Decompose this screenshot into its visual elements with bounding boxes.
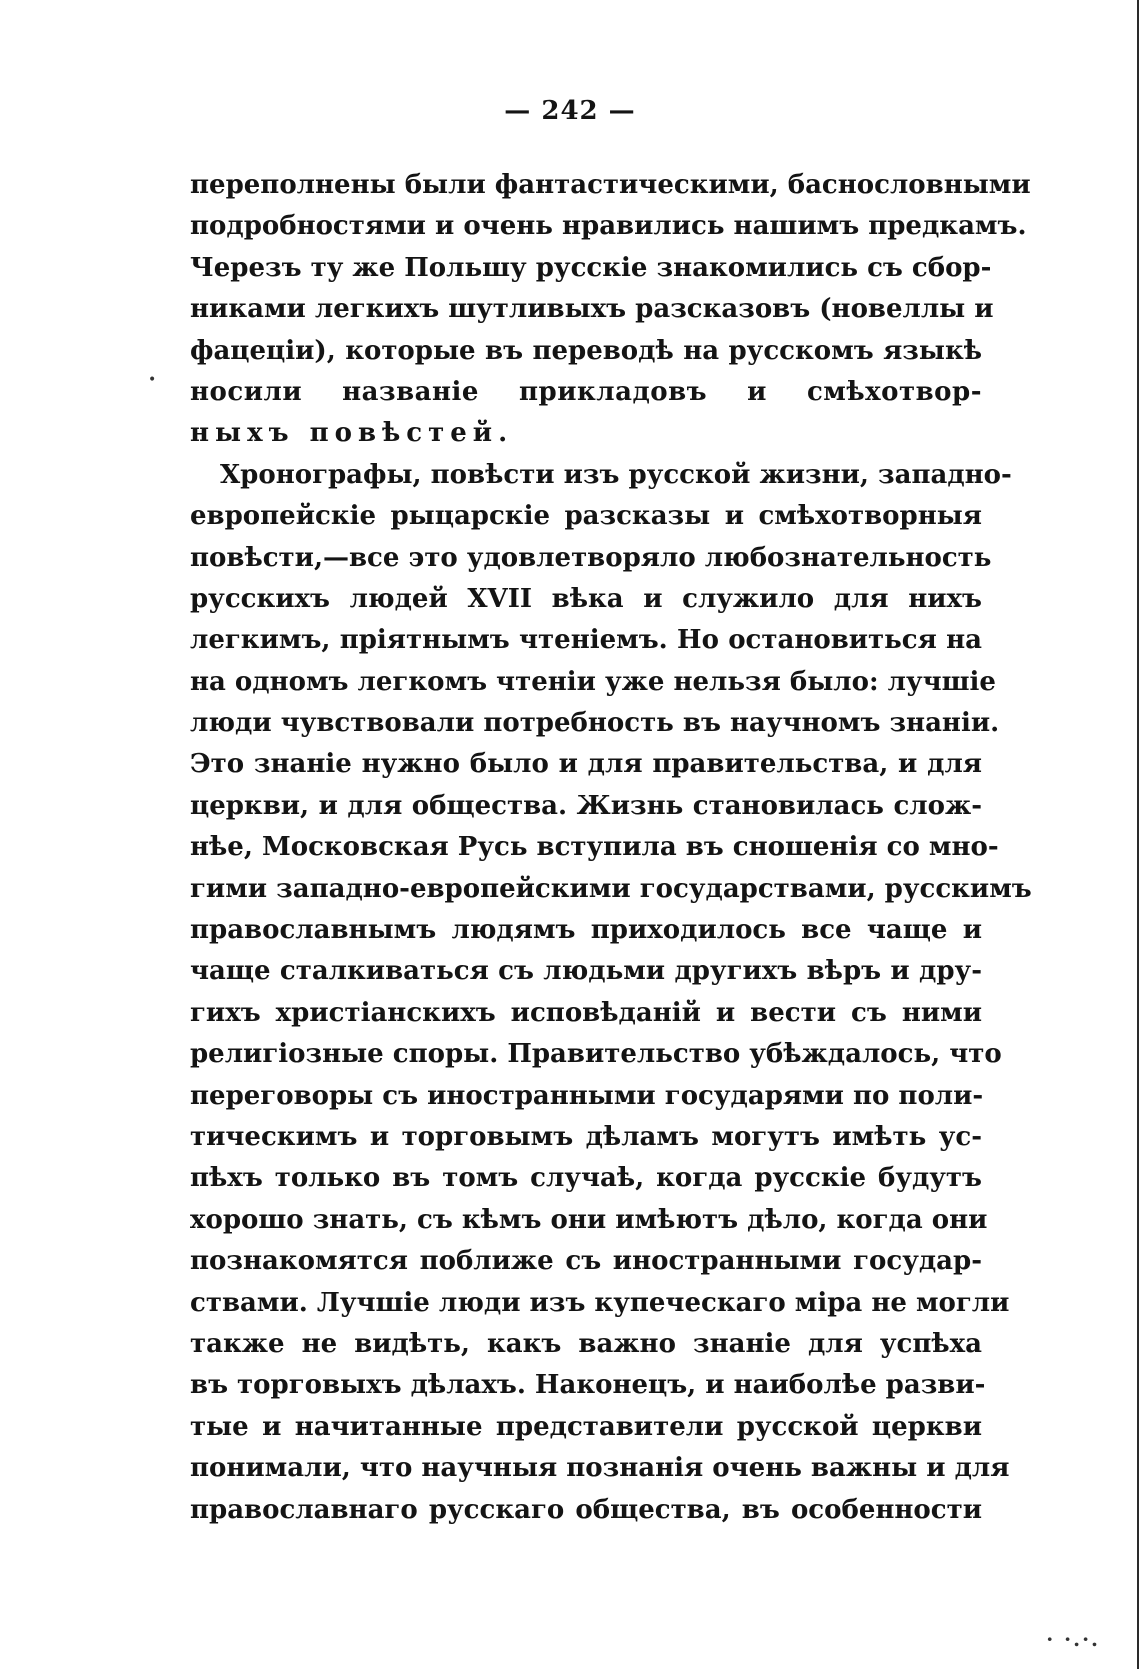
- text-line: также не видѣть, какъ важно знаніе для успѣха: [190, 1328, 982, 1359]
- text-line: европейскіе рыцарскіе разсказы и смѣхотворныя: [190, 501, 982, 532]
- print-speck: •: [148, 372, 157, 388]
- text-line: нѣе, Московская Русь вступила въ сношенія со мно-: [190, 832, 999, 863]
- text-line: церкви, и для общества. Жизнь становилась слож-: [190, 790, 982, 821]
- text-line: на одномъ легкомъ чтеніи уже нельзя было: лучшіе: [190, 666, 996, 697]
- text-line: повѣсти,—все это удовлетворяло любознательность: [190, 542, 992, 573]
- text-line: русскихъ людей XVII вѣка и служило для нихъ: [190, 583, 982, 614]
- page-edge-line: [1137, 0, 1139, 1669]
- text-line: религіозные споры. Правительство убѣждалось, что: [190, 1039, 1002, 1070]
- text-line: понимали, что научныя познанія очень важны и для: [190, 1453, 1010, 1484]
- text-line: православнаго русскаго общества, въ особенности: [190, 1494, 982, 1525]
- text-line: гихъ христіанскихъ исповѣданій и вести съ ними: [190, 997, 982, 1028]
- text-line: ствами. Лучшіе люди изъ купеческаго міра не могли: [190, 1287, 1010, 1318]
- text-line: Это знаніе нужно было и для правительства, и для: [190, 749, 982, 780]
- text-line: чаще сталкиваться съ людьми другихъ вѣръ и дру-: [190, 956, 982, 987]
- text-line: православнымъ людямъ приходилось все чаще и: [190, 915, 982, 946]
- text-line: познакомятся поближе съ иностранными государ-: [190, 1246, 982, 1277]
- text-line: переполнены были фантастическими, баснословными: [190, 170, 1031, 200]
- text-line: Хронографы, повѣсти изъ русской жизни, западно-: [220, 459, 1012, 490]
- text-line: никами легкихъ шутливыхъ разсказовъ (новеллы и: [190, 294, 994, 325]
- text-line: легкимъ, пріятнымъ чтеніемъ. Но остановиться на: [190, 625, 982, 656]
- text-line: люди чувствовали потребность въ научномъ знаніи.: [190, 708, 1000, 739]
- text-line: гими западно-европейскими государствами, русскимъ: [190, 873, 1032, 904]
- text-line: переговоры съ иностранными государями по поли-: [190, 1080, 984, 1111]
- text-line: тые и начитанные представители русской церкви: [190, 1411, 982, 1442]
- body-text: [190, 165, 1032, 1531]
- text-line: хорошо знать, съ кѣмъ они имѣютъ дѣло, когда они: [190, 1204, 988, 1235]
- page-number: — 242 —: [504, 96, 636, 126]
- text-line: Черезъ ту же Польшу русскіе знакомились съ сбор-: [190, 252, 992, 283]
- text-line: тическимъ и торговымъ дѣламъ могутъ имѣть ус-: [190, 1121, 982, 1152]
- text-line: подробностями и очень нравились нашимъ предкамъ.: [190, 211, 1027, 242]
- text-line: ныхъ повѣстей.: [190, 418, 514, 449]
- text-line: фацеціи), которые въ переводѣ на русскомъ языкѣ: [190, 335, 982, 366]
- text-line: носили названіе прикладовъ и смѣхотвор-: [190, 376, 982, 407]
- text-line: въ торговыхъ дѣлахъ. Наконецъ, и наиболѣе разви-: [190, 1370, 986, 1401]
- scan-specks: · ·.·.: [1046, 1627, 1100, 1651]
- text-line: пѣхъ только въ томъ случаѣ, когда русскіе будутъ: [190, 1163, 982, 1194]
